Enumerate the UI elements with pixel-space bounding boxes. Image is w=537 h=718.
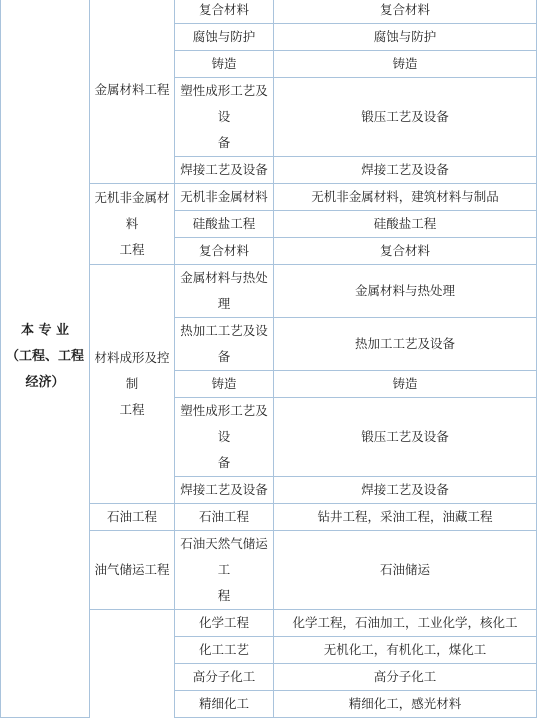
sub-major-cell	[175, 318, 274, 371]
major-cell	[90, 265, 175, 504]
sub-major-name: 石油工程	[198, 509, 249, 524]
related-major-cell	[274, 24, 537, 51]
related-major-cell	[274, 51, 537, 78]
sub-major-name: 备	[217, 455, 231, 470]
sub-major-name: 铸造	[211, 56, 237, 71]
related-major-cell	[274, 504, 537, 531]
related-major-cell	[274, 531, 537, 610]
major-cell	[90, 0, 175, 184]
sub-major-cell	[175, 24, 274, 51]
related-major-name: 铸造	[392, 56, 418, 71]
related-major-name: 铸造	[392, 376, 418, 391]
sub-major-cell	[175, 51, 274, 78]
sub-major-name: 塑性成形工艺及设	[180, 403, 268, 444]
sub-major-name: 复合材料	[198, 243, 249, 258]
sub-major-name: 铸造	[211, 376, 237, 391]
related-major-cell	[274, 238, 537, 265]
sub-major-cell	[175, 0, 274, 24]
related-major-cell	[274, 0, 537, 24]
related-major-cell	[274, 477, 537, 504]
major-cell	[90, 504, 175, 531]
sub-major-name: 无机非金属材料	[180, 189, 268, 204]
related-major-name: 钻井工程，采油工程，油藏工程	[317, 509, 493, 524]
category-label: （工程、工程	[5, 349, 84, 364]
related-major-name: 热加工工艺及设备	[354, 336, 455, 351]
related-major-name: 精细化工，感光材料	[348, 696, 462, 711]
category-cell	[1, 0, 90, 718]
related-major-name: 焊接工艺及设备	[361, 482, 449, 497]
major-name: 工程	[119, 242, 145, 257]
related-major-cell	[274, 691, 537, 718]
sub-major-name: 化工工艺	[198, 642, 249, 657]
related-major-cell	[274, 371, 537, 398]
sub-major-name: 热加工工艺及设备	[180, 323, 268, 364]
category-label: 本 专 业	[20, 323, 70, 338]
sub-major-cell	[175, 398, 274, 477]
sub-major-cell	[175, 211, 274, 238]
sub-major-name: 腐蚀与防护	[192, 29, 256, 44]
related-major-name: 硅酸盐工程	[373, 216, 437, 231]
sub-major-cell	[175, 664, 274, 691]
sub-major-name: 程	[217, 588, 231, 603]
sub-major-name: 焊接工艺及设备	[180, 482, 268, 497]
sub-major-name: 备	[217, 135, 231, 150]
major-cell	[90, 610, 175, 718]
sub-major-name: 化学工程	[198, 615, 249, 630]
related-major-cell	[274, 265, 537, 318]
sub-major-cell	[175, 78, 274, 157]
sub-major-name: 塑性成形工艺及设	[180, 83, 268, 124]
related-major-cell	[274, 184, 537, 211]
related-major-cell	[274, 318, 537, 371]
sub-major-name: 精细化工	[198, 696, 249, 711]
related-major-cell	[274, 637, 537, 664]
related-major-name: 金属材料与热处理	[354, 283, 455, 298]
related-major-cell	[274, 664, 537, 691]
sub-major-cell	[175, 265, 274, 318]
table-row	[1, 0, 537, 24]
related-major-cell	[274, 78, 537, 157]
major-name: 油气储运工程	[94, 562, 170, 577]
sub-major-name: 硅酸盐工程	[192, 216, 256, 231]
major-cell	[90, 184, 175, 265]
related-major-name: 复合材料	[379, 2, 430, 17]
sub-major-cell	[175, 238, 274, 265]
related-major-cell	[274, 157, 537, 184]
sub-major-cell	[175, 157, 274, 184]
sub-major-cell	[175, 637, 274, 664]
related-major-name: 锻压工艺及设备	[361, 109, 449, 124]
sub-major-name: 复合材料	[198, 2, 249, 17]
related-major-cell	[274, 398, 537, 477]
sub-major-name: 石油天然气储运工	[180, 536, 268, 577]
sub-major-name: 焊接工艺及设备	[180, 162, 268, 177]
major-name: 无机非金属材料	[94, 190, 170, 231]
related-major-cell	[274, 211, 537, 238]
sub-major-cell	[175, 610, 274, 637]
major-name: 金属材料工程	[94, 82, 170, 97]
sub-major-name: 高分子化工	[192, 669, 256, 684]
related-major-name: 焊接工艺及设备	[361, 162, 449, 177]
related-major-cell	[274, 610, 537, 637]
sub-major-cell	[175, 504, 274, 531]
sub-major-cell	[175, 477, 274, 504]
related-major-name: 无机非金属材料，建筑材料与制品	[311, 189, 499, 204]
category-label: 经济）	[25, 375, 65, 390]
related-major-name: 无机化工，有机化工，煤化工	[323, 642, 487, 657]
related-major-name: 高分子化工	[373, 669, 437, 684]
related-major-name: 石油储运	[379, 562, 430, 577]
sub-major-name: 金属材料与热处理	[180, 270, 268, 311]
sub-major-cell	[175, 691, 274, 718]
sub-major-cell	[175, 371, 274, 398]
major-name: 工程	[119, 402, 145, 417]
sub-major-cell	[175, 184, 274, 211]
related-major-name: 锻压工艺及设备	[361, 429, 449, 444]
major-cell	[90, 531, 175, 610]
related-major-name: 化学工程，石油加工，工业化学，核化工	[292, 615, 518, 630]
majors-table-body	[1, 0, 537, 718]
sub-major-cell	[175, 531, 274, 610]
major-name: 石油工程	[106, 509, 157, 524]
related-major-name: 腐蚀与防护	[373, 29, 437, 44]
related-major-name: 复合材料	[379, 243, 430, 258]
major-name: 材料成形及控制	[94, 350, 170, 391]
